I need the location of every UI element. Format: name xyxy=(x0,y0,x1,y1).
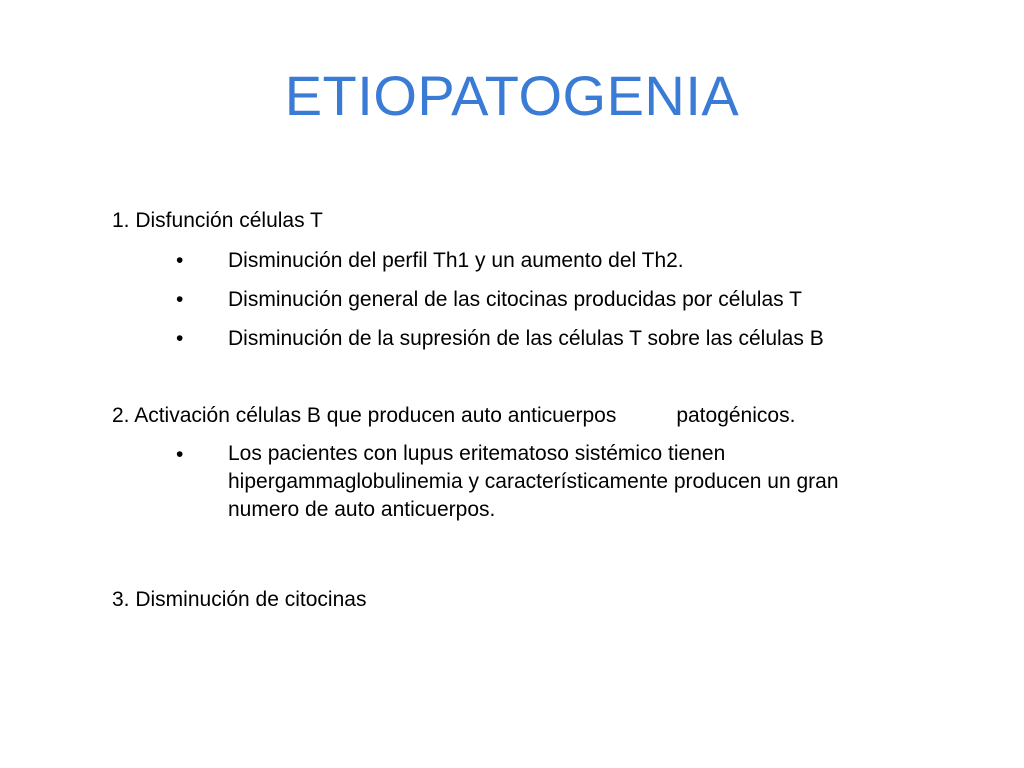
section-1-heading: 1. Disfunción células T xyxy=(112,209,323,232)
bullet-dot: • xyxy=(176,288,184,311)
section-3-heading: 3. Disminución de citocinas xyxy=(112,588,367,611)
section-2-heading xyxy=(112,403,795,429)
bullet-dot: • xyxy=(176,249,184,272)
section-1-bullet-2: Disminución general de las citocinas producidas por células T xyxy=(228,288,802,311)
bullet-dot: • xyxy=(176,327,184,350)
section-1-bullet-1: Disminución del perfil Th1 y un aumento del Th2. xyxy=(228,249,684,272)
bullet-dot: • xyxy=(176,443,184,466)
section-2-bullet-1: Los pacientes con lupus eritematoso sistémico tienen hipergammaglobulinemia y característicamente producen un gran numero de auto anticuerpos. xyxy=(228,442,839,521)
section-1-bullet-3: Disminución de la supresión de las células T sobre las células B xyxy=(228,327,824,350)
section-2-heading-main: 2. Activación células B que producen auto anticuerpos xyxy=(112,404,617,427)
slide-title: ETIOPATOGENIA xyxy=(284,64,740,127)
section-2-heading-tail: patogénicos. xyxy=(676,404,796,427)
